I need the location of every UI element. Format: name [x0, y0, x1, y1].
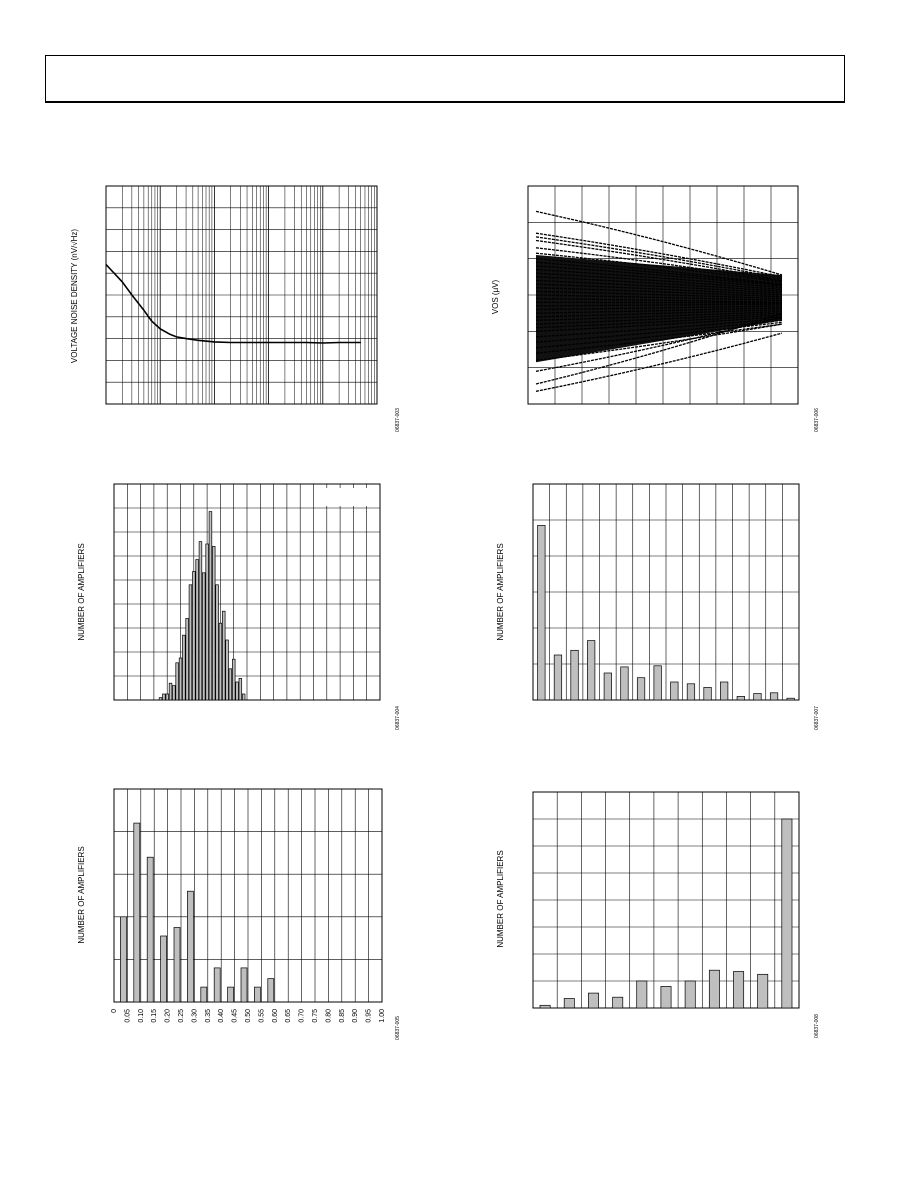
- histogram-bar: [219, 623, 222, 700]
- histogram-bar: [637, 981, 647, 1008]
- x-tick-label: 0.35: [204, 1009, 212, 1023]
- histogram-chart-4: [496, 792, 820, 1038]
- histogram-bar: [179, 658, 182, 700]
- x-tick-label: 0.10: [137, 1009, 145, 1023]
- histogram-bar: [199, 542, 202, 700]
- histogram-bar: [734, 972, 744, 1009]
- histogram-bar: [687, 684, 695, 700]
- x-tick-label: 0.20: [164, 1009, 172, 1023]
- histogram-bar: [671, 682, 679, 700]
- y-axis-label: NUMBER OF AMPLIFIERS: [77, 543, 86, 641]
- noise-density-chart: [70, 186, 401, 432]
- histogram-bar: [147, 857, 153, 1002]
- histogram-bar: [216, 585, 219, 700]
- histogram-bar: [540, 1005, 550, 1008]
- x-tick-label: 0.50: [245, 1009, 252, 1023]
- histogram-bar: [134, 823, 140, 1002]
- x-tick-label: 0.25: [178, 1009, 185, 1023]
- histogram-chart-3: [77, 789, 401, 1040]
- histogram-bar: [186, 618, 189, 700]
- figure-code: 06837-004: [395, 706, 401, 730]
- histogram-bar: [226, 640, 229, 700]
- histogram-bar: [613, 997, 623, 1008]
- x-tick-label: 0.45: [231, 1009, 239, 1023]
- histogram-bar: [236, 682, 239, 700]
- histogram-bar: [206, 544, 209, 700]
- histogram-bar: [241, 968, 247, 1002]
- histogram-bar: [554, 655, 562, 700]
- histogram-bar: [228, 987, 234, 1002]
- x-tick-label: 0.65: [285, 1009, 293, 1023]
- histogram-chart-1: [77, 484, 401, 730]
- histogram-bar: [214, 968, 220, 1002]
- histogram-bar: [193, 572, 196, 700]
- histogram-bar: [232, 659, 235, 700]
- y-axis-label: NUMBER OF AMPLIFIERS: [77, 846, 86, 944]
- x-tick-label: 1.00: [379, 1009, 386, 1023]
- histogram-bar: [201, 987, 207, 1002]
- histogram-bar: [196, 560, 199, 700]
- histogram-bar: [183, 635, 186, 700]
- histogram-bar: [704, 687, 712, 700]
- histogram-bar: [564, 999, 574, 1008]
- histogram-bar: [661, 986, 671, 1008]
- x-tick-label: 0: [111, 1009, 118, 1013]
- x-tick-label: 0.75: [312, 1009, 319, 1023]
- histogram-bar: [787, 698, 795, 700]
- x-tick-label: 0.95: [365, 1009, 373, 1023]
- histogram-bar: [782, 819, 792, 1008]
- x-tick-label: 0.80: [325, 1009, 333, 1023]
- figure-code: 06837-008: [814, 1014, 820, 1038]
- histogram-bar: [720, 682, 728, 700]
- x-tick-label: 0.90: [352, 1009, 360, 1023]
- y-axis-label: VOS (μV): [491, 279, 500, 315]
- histogram-bar: [212, 546, 215, 700]
- legend-box: [324, 488, 374, 506]
- histogram-bar: [758, 974, 768, 1008]
- x-tick-label: 0.55: [258, 1009, 266, 1023]
- histogram-bar: [737, 696, 745, 700]
- histogram-bar: [754, 694, 762, 701]
- histogram-bar: [163, 694, 166, 700]
- histogram-bar: [654, 666, 662, 700]
- histogram-bar: [604, 673, 612, 700]
- y-axis-label: NUMBER OF AMPLIFIERS: [496, 850, 505, 948]
- histogram-bar: [159, 698, 162, 700]
- figure-code: 06837-005: [395, 1016, 401, 1040]
- x-tick-label: 0.40: [218, 1009, 226, 1023]
- y-axis-label: NUMBER OF AMPLIFIERS: [496, 543, 505, 641]
- histogram-bar: [120, 917, 126, 1002]
- histogram-bar: [770, 693, 778, 700]
- histogram-bar: [176, 663, 179, 700]
- x-tick-label: 0.05: [124, 1009, 132, 1023]
- histogram-bar: [242, 694, 245, 700]
- histogram-bar: [161, 936, 167, 1002]
- histogram-bar: [173, 686, 176, 700]
- x-tick-label: 0.85: [338, 1009, 346, 1023]
- x-tick-label: 0.30: [191, 1009, 199, 1023]
- histogram-bar: [189, 585, 192, 700]
- histogram-bar: [222, 611, 225, 700]
- histogram-bar: [187, 891, 193, 1002]
- x-tick-label: 0.15: [151, 1009, 159, 1023]
- histogram-bar: [685, 981, 695, 1008]
- figure-code: 06837-003: [395, 408, 401, 432]
- histogram-bar: [174, 928, 180, 1003]
- histogram-bar: [571, 650, 579, 700]
- vos-drift-chart: [491, 186, 820, 432]
- y-axis-label: VOLTAGE NOISE DENSITY (nV/√Hz): [70, 228, 79, 364]
- histogram-bar: [538, 525, 546, 700]
- histogram-bar: [166, 694, 169, 700]
- histogram-bar: [254, 987, 260, 1002]
- histogram-bar: [202, 573, 205, 700]
- histogram-bar: [169, 683, 172, 700]
- histogram-bar: [239, 678, 242, 700]
- histogram-bar: [621, 667, 629, 700]
- histogram-bar: [209, 512, 212, 700]
- histogram-bar: [587, 641, 595, 700]
- x-tick-label: 0.70: [298, 1009, 306, 1023]
- histogram-bar: [229, 669, 232, 700]
- histogram-chart-2: [496, 484, 820, 730]
- figure-code: 06837-006: [814, 408, 820, 432]
- figure-code: 06837-007: [814, 706, 820, 730]
- histogram-bar: [637, 678, 645, 700]
- x-tick-label: 0.60: [271, 1009, 279, 1023]
- histogram-bar: [268, 979, 274, 1002]
- histogram-bar: [588, 993, 598, 1008]
- histogram-bar: [709, 970, 719, 1008]
